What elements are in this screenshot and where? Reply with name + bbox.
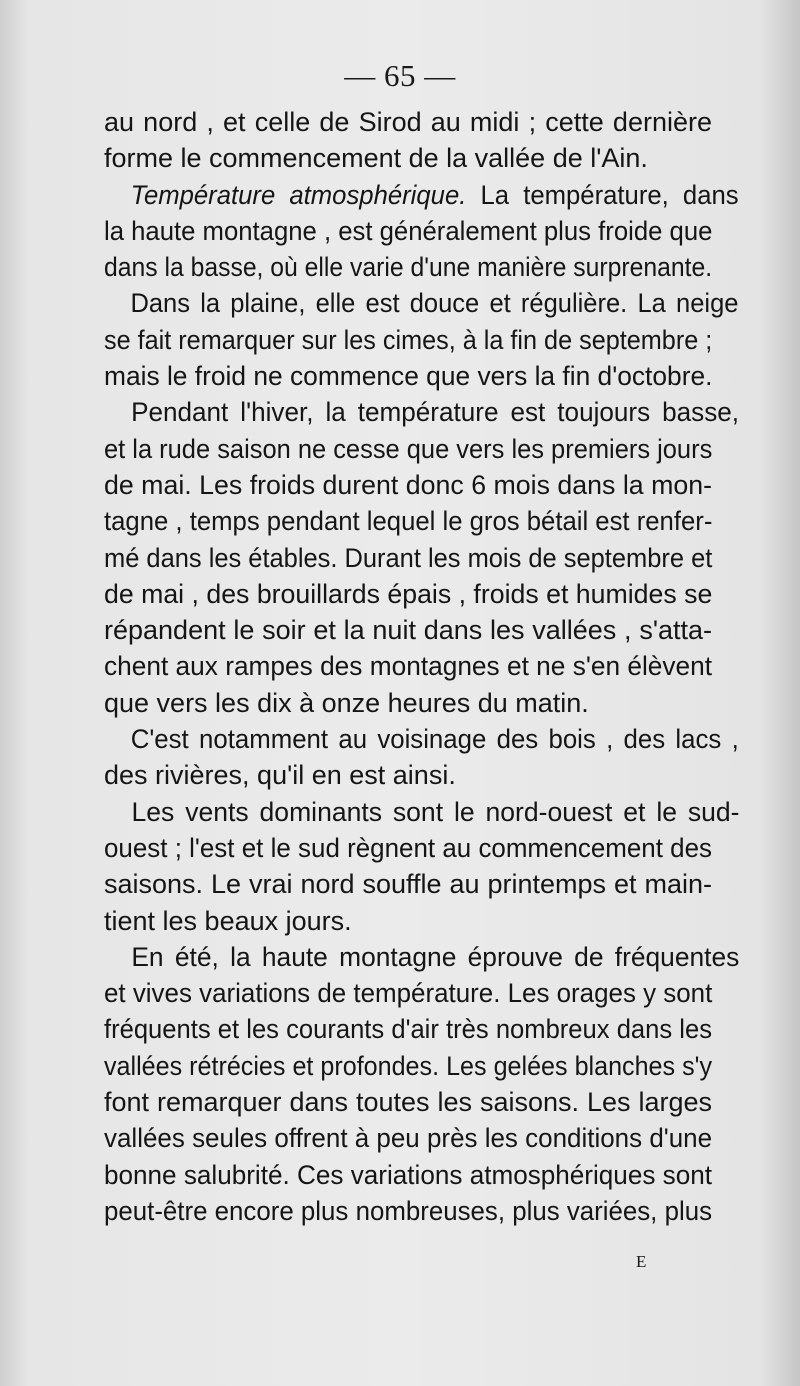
text-line [104,1157,712,1193]
text-line [104,467,712,503]
text-line [104,140,712,176]
text-line [104,177,739,213]
text-line-content: au nord , et celle de Sirod au midi ; cette dernière [104,107,712,137]
text-line-content: dans la basse, où elle varie d'une manière surprenante. [104,252,713,283]
text-line-content: vallées rétrécies et profondes. Les gelées blanches s'y [104,1050,712,1081]
text-line-content: mais le froid ne commence que vers la fin d'octobre. [104,361,713,392]
text-line-content: répandent le soir et la nuit dans les vallées , s'atta- [104,615,712,646]
text-line [104,213,712,249]
text-line [104,612,712,648]
text-line [104,975,712,1011]
text-line [104,1084,712,1120]
text-line-content: fréquents et les courants d'air très nombreux dans les [104,1014,712,1045]
text-line-content: de mai. Les froids durent donc 6 mois dans la mon- [104,469,712,500]
text-line-content: forme le commencement de la vallée de l'Ain. [104,143,648,174]
body-text [104,104,740,1229]
text-line [104,104,712,140]
text-line [104,358,712,394]
text-line-content: saisons. Le vrai nord souffle au printemps et main- [104,869,712,900]
text-line [104,1193,712,1229]
text-line-content: En été, la haute montagne éprouve de fréquentes [131,941,740,972]
text-line-content: Pendant l'hiver, la température est toujours basse, [131,397,740,428]
text-line-content: peut-être encore plus nombreuses, plus variées, plus [104,1195,712,1226]
text-line-content: des rivières, qu'il en est ainsi. [104,760,456,791]
text-line [104,757,712,793]
text-line-content: de mai , des brouillards épais , froids et humides se [104,578,713,609]
text-line [104,394,739,430]
text-line [104,322,712,358]
text-line-content: font remarquer dans toutes les saisons. Les larges [104,1087,712,1118]
text-line-content: bonne salubrité. Ces variations atmosphériques sont [104,1159,712,1190]
text-line [104,685,712,721]
text-line [104,576,712,612]
text-line [104,431,712,467]
text-line [104,1120,712,1156]
text-line-content: vallées seules offrent à peu près les conditions d'une [104,1123,713,1154]
text-line-content: et la rude saison ne cesse que vers les premiers jours [104,433,713,464]
text-line [104,648,712,684]
text-line-content: mé dans les étables. Durant les mois de septembre et [104,542,713,573]
text-line-content: tagne , temps pendant lequel le gros bétail est renfer- [104,506,713,537]
text-line-content: que vers les dix à onze heures du matin. [104,687,589,718]
text-line [104,794,740,830]
text-line [104,866,712,902]
text-line-content: Les vents dominants sont le nord-ouest et le sud- [131,796,740,827]
signature-mark: E [636,1252,647,1271]
text-line [104,939,739,975]
text-line [104,503,712,539]
text-line-content: C'est notamment au voisinage des bois , des lacs , [130,724,739,755]
text-line-content: se fait remarquer sur les cimes, à la fin de septembre ; [104,324,713,355]
text-line [104,285,738,321]
text-line [104,721,739,757]
text-line [104,903,712,939]
page-number: — 65 — [344,58,456,93]
text-line [104,540,712,576]
text-line-content: La température, dans [466,179,739,210]
text-line-content: la haute montagne , est généralement plus froide que [104,215,713,246]
text-line-content: Dans la plaine, elle est douce et régulière. La neige [130,288,739,319]
text-line-content: tient les beaux jours. [104,905,352,936]
text-line [104,1011,712,1047]
text-line-content: chent aux rampes des montagnes et ne s'en élèvent [104,651,713,682]
italic-heading: Température atmosphérique. [130,179,467,210]
text-line [104,249,712,285]
text-line-content: et vives variations de température. Les orages y sont [104,978,713,1009]
page-edge-shadow [760,0,800,1386]
text-line-content: ouest ; l'est et le sud règnent au commencement des [104,832,712,863]
text-line [104,830,712,866]
text-line [104,1048,712,1084]
